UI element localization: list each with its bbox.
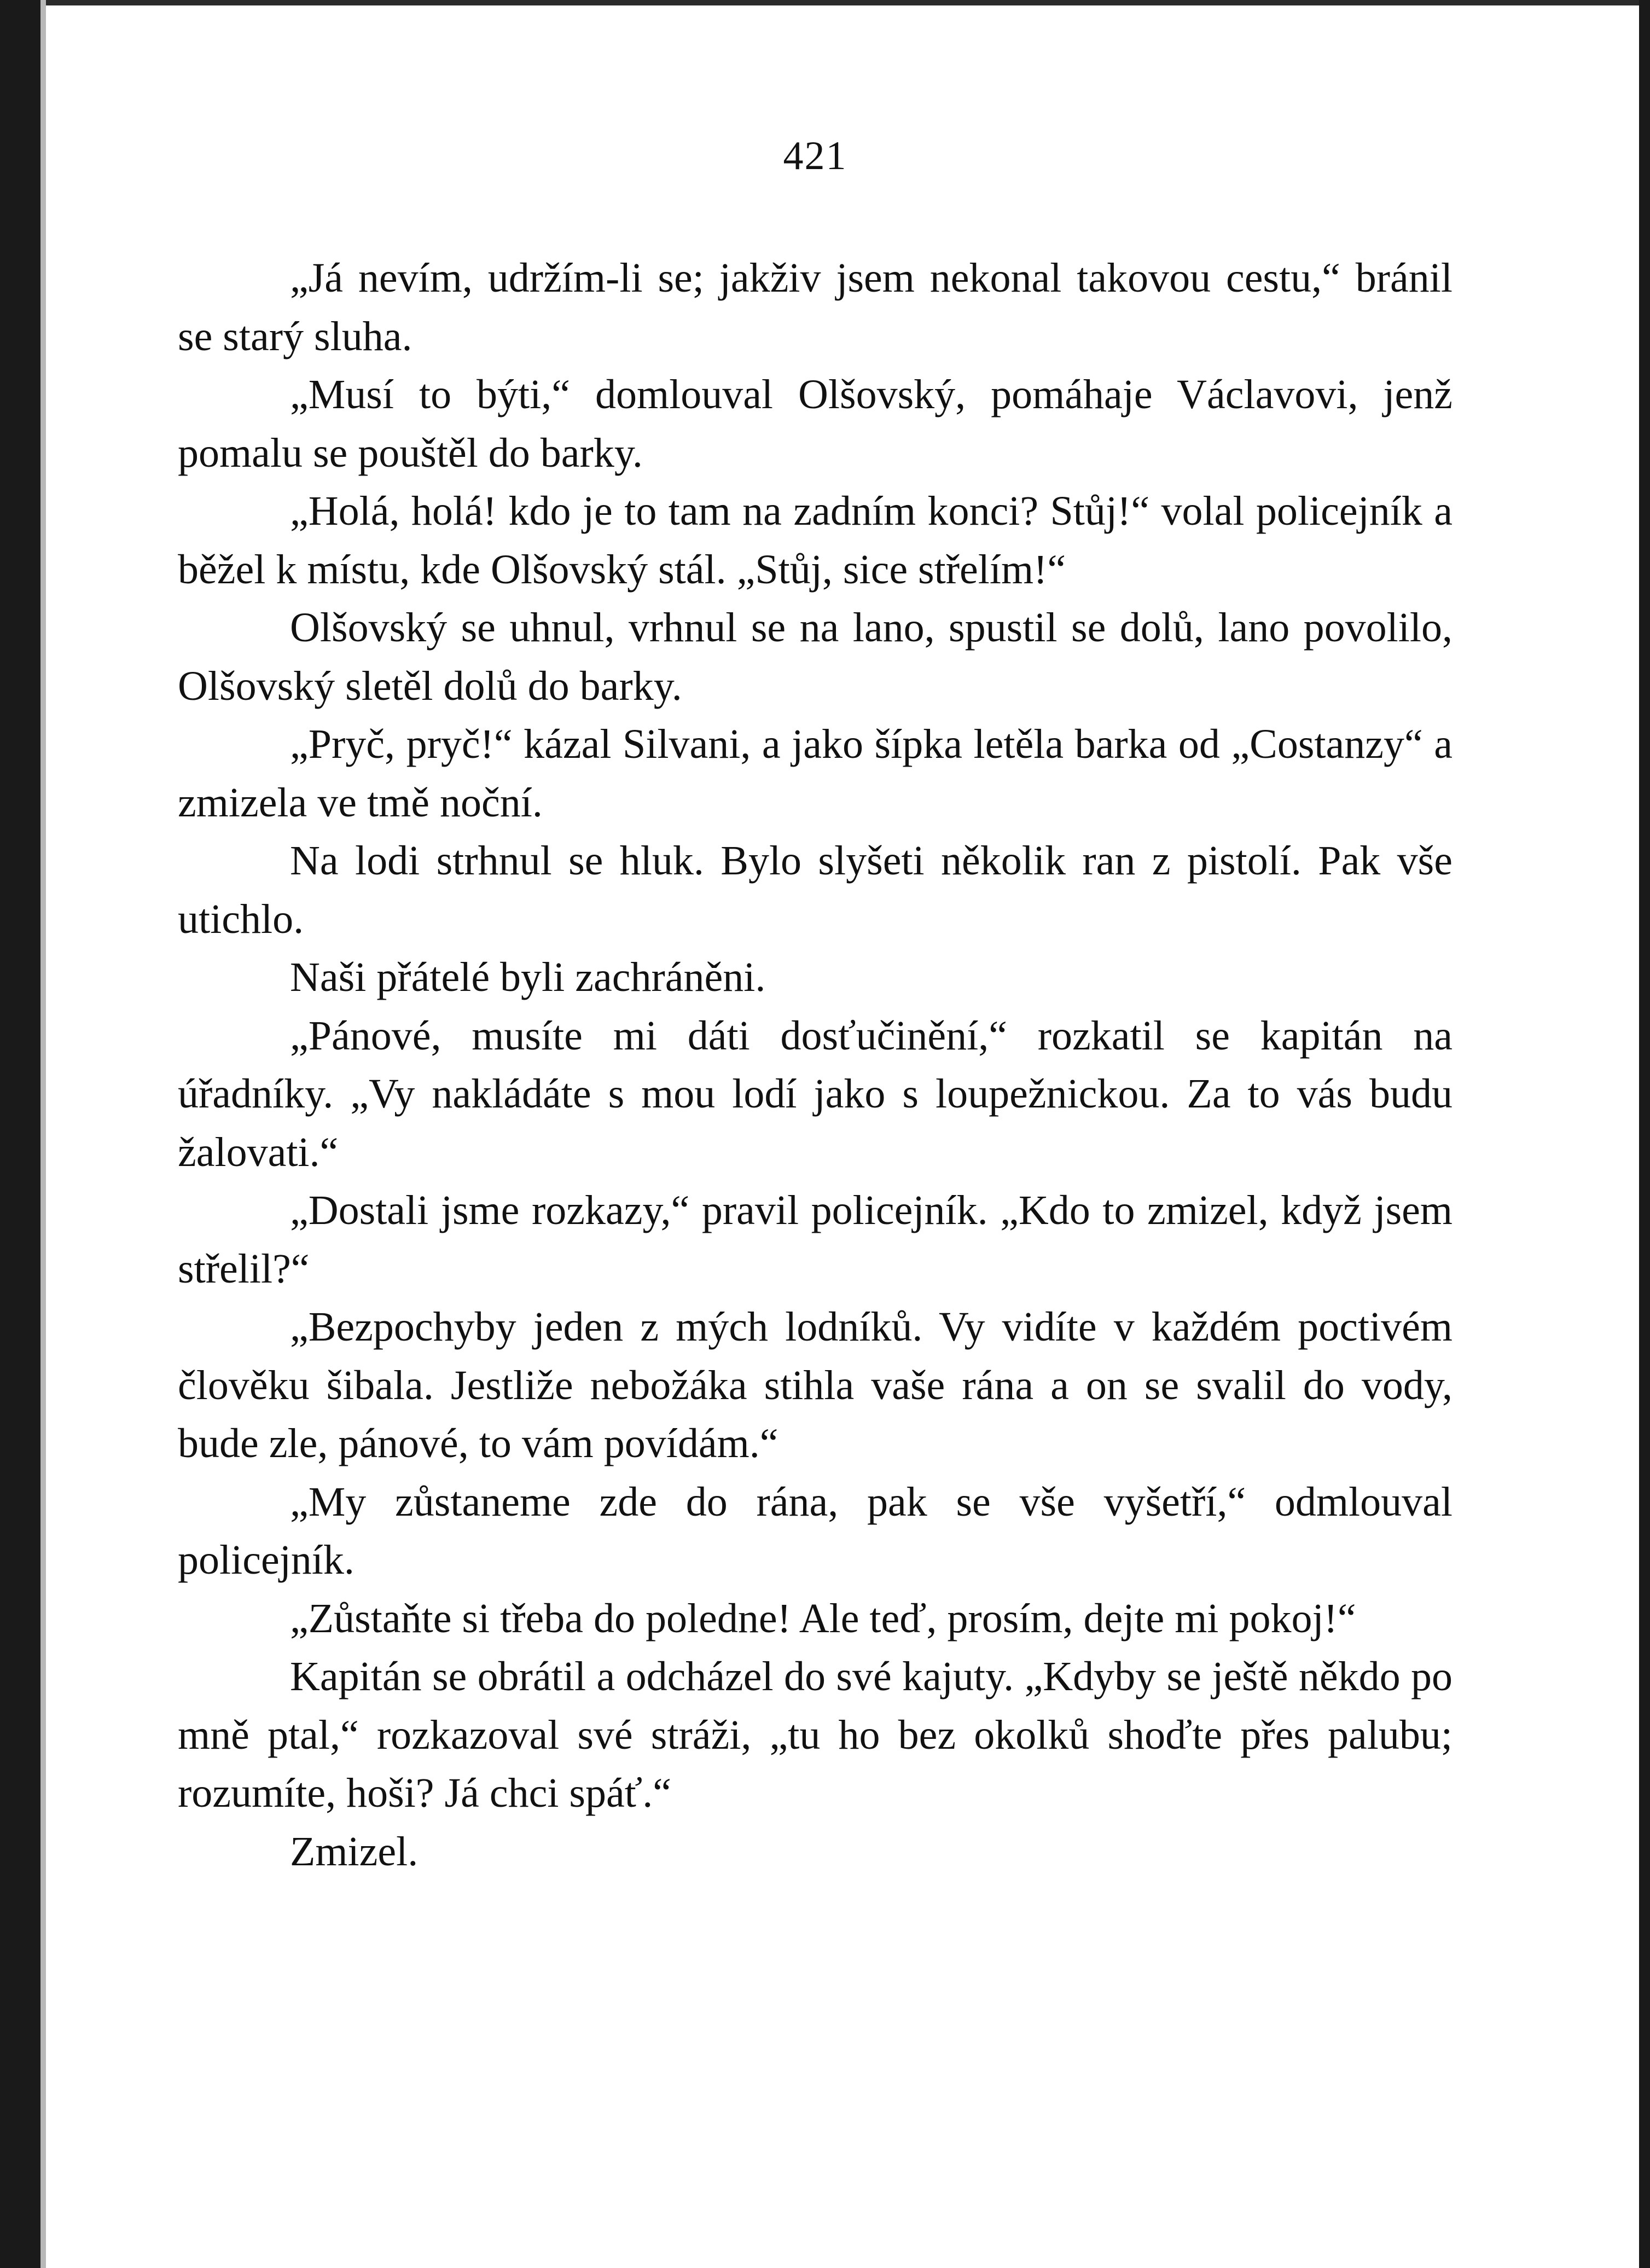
- paragraph: „Pánové, musíte mi dáti dosťučinění,“ rozkatil se kapitán na úřadníky. „Vy nakládáte s mou lodí jako s loupežnickou. Za to vás budu žalovati.“: [178, 1012, 1453, 1175]
- paragraph: „Bezpochyby jeden z mých lodníků. Vy vidíte v každém poctivém člověku šibala. Jestliže nebožáka stihla vaše rána a on se svalil do vody, bude zle, pánové, to vám povídám.“: [178, 1304, 1453, 1466]
- scan-edge-left-shadow: [40, 0, 46, 2268]
- paragraph: „Zůstaňte si třeba do poledne! Ale teď, prosím, dejte mi pokoj!“: [290, 1595, 1356, 1641]
- paragraph: „Musí to býti,“ domlouval Olšovský, pomáhaje Václavovi, jenž pomalu se pouštěl do barky.: [178, 372, 1453, 476]
- paragraph: „My zůstaneme zde do rána, pak se vše vyšetří,“ odmlouval policejník.: [178, 1478, 1453, 1583]
- paragraph: Naši přátelé byli zachráněni.: [290, 954, 766, 1000]
- book-page: [178, 129, 1453, 1881]
- paragraph: Olšovský se uhnul, vrhnul se na lano, spustil se dolů, lano povolilo, Olšovský sletěl dolů do barky.: [178, 605, 1453, 709]
- scan-edge-right: [1639, 0, 1650, 2268]
- paragraph: „Já nevím, udržím-li se; jakživ jsem nekonal takovou cestu,“ bránil se starý sluha.: [178, 255, 1453, 359]
- paragraph: Zmizel.: [290, 1828, 419, 1875]
- paragraph: Na lodi strhnul se hluk. Bylo slyšeti několik ran z pistolí. Pak vše utichlo.: [178, 838, 1453, 942]
- paragraph: Kapitán se obrátil a odcházel do své kajuty. „Kdyby se ještě někdo po mně ptal,“ rozkazoval své stráži, „tu ho bez okolků shoďte přes palubu; rozumíte, hoši? Já chci spáť.“: [178, 1654, 1453, 1816]
- scan-edge-left: [0, 0, 40, 2268]
- page-number: 421: [783, 134, 847, 178]
- scan-edge-top: [0, 0, 1650, 5]
- body-text: [178, 249, 1453, 1881]
- paragraph: „Holá, holá! kdo je to tam na zadním konci? Stůj!“ volal policejník a běžel k místu, kde Olšovský stál. „Stůj, sice střelím!“: [178, 488, 1453, 593]
- paragraph: „Pryč, pryč!“ kázal Silvani, a jako šípka letěla barka od „Costanzy“ a zmizela ve tmě noční.: [178, 721, 1453, 826]
- paragraph: „Dostali jsme rozkazy,“ pravil policejník. „Kdo to zmizel, když jsem střelil?“: [178, 1187, 1453, 1292]
